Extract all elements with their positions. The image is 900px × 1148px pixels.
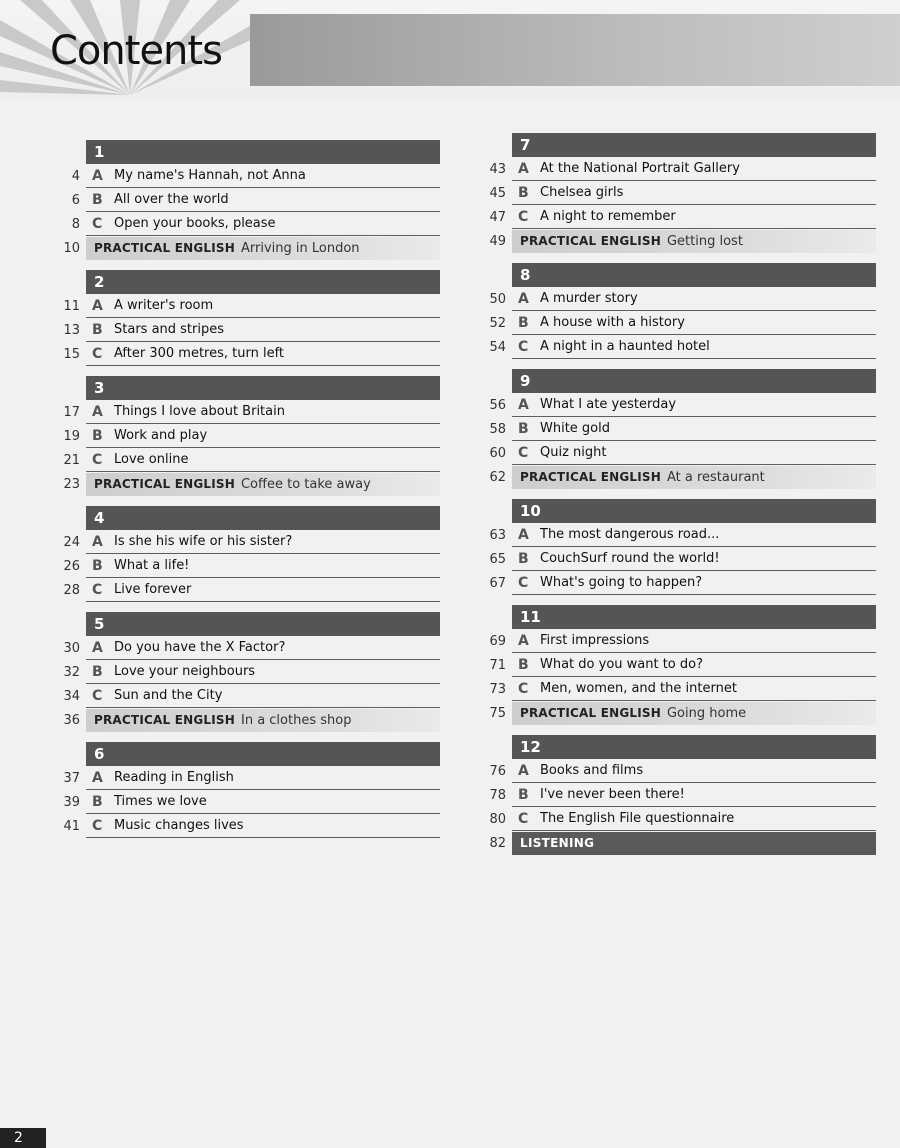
lesson-title: Chelsea girls [540,185,624,200]
lesson-title: Reading in English [114,770,234,785]
page-number-label: 54 [489,339,506,355]
lesson-letter: C [518,444,529,461]
lesson-title: Men, women, and the internet [540,681,737,696]
lesson-letter: A [92,533,103,550]
row-body [512,523,876,547]
row-body [86,164,440,188]
practical-english-row[interactable] [484,701,876,725]
row-body [512,157,876,181]
lesson-row[interactable] [484,523,876,547]
lesson-letter: B [518,420,529,437]
lesson-row[interactable] [484,335,876,359]
row-body [512,205,876,229]
page-number-label: 36 [63,712,80,728]
lesson-title: At the National Portrait Gallery [540,161,740,176]
row-body [86,684,440,708]
page-number-label: 62 [489,469,506,485]
page-number-label: 60 [489,445,506,461]
page-number-label: 28 [63,582,80,598]
lesson-row[interactable] [58,294,440,318]
row-body [512,759,876,783]
page-number-label: 19 [63,428,80,444]
row-body [512,417,876,441]
row-body [86,660,440,684]
lesson-row[interactable] [484,441,876,465]
lesson-row[interactable] [58,814,440,838]
lesson-title: What's going to happen? [540,575,703,590]
lesson-row[interactable] [58,530,440,554]
lesson-letter: C [92,215,103,232]
row-body [512,393,876,417]
lesson-row[interactable] [58,188,440,212]
lesson-title: Books and films [540,763,644,778]
page-number-label: 75 [489,705,506,721]
unit-number-header: 8 [512,263,876,287]
lesson-letter: C [92,817,103,834]
lesson-title: A house with a history [540,315,685,330]
row-body [86,424,440,448]
lesson-letter: B [518,314,529,331]
row-body [512,807,876,831]
page-number-label: 24 [63,534,80,550]
practical-english-row[interactable] [58,472,440,496]
lesson-title: I've never been there! [540,787,685,802]
page-number-label: 45 [489,185,506,201]
page-number-label: 47 [489,209,506,225]
practical-english-label: PRACTICAL ENGLISH [94,477,235,491]
unit-number-header: 1 [86,140,440,164]
lesson-letter: A [92,167,103,184]
page-number-label: 4 [71,168,80,184]
lesson-letter: B [92,793,103,810]
lesson-row[interactable] [58,554,440,578]
lesson-title: First impressions [540,633,650,648]
lesson-row[interactable] [58,400,440,424]
lesson-title: Things I love about Britain [114,404,285,419]
lesson-letter: A [518,160,529,177]
lesson-row[interactable] [484,205,876,229]
lesson-title: Open your books, please [114,216,276,231]
unit-number-header: 10 [512,499,876,523]
header-band [250,14,900,86]
unit-number-header: 5 [86,612,440,636]
lesson-title: Music changes lives [114,818,244,833]
practical-english-title: Getting lost [666,233,743,249]
row-body [512,677,876,701]
lesson-row[interactable] [484,287,876,311]
row-body [512,547,876,571]
practical-english-row[interactable] [58,236,440,260]
lesson-row[interactable] [58,636,440,660]
row-body [86,636,440,660]
lesson-letter: C [518,810,529,827]
lesson-title: Times we love [114,794,207,809]
practical-english-label: PRACTICAL ENGLISH [520,234,661,248]
lesson-title: Quiz night [540,445,607,460]
page-number-label: 6 [71,192,80,208]
lesson-row[interactable] [58,448,440,472]
lesson-title: My name's Hannah, not Anna [114,168,306,183]
unit-section [58,506,440,602]
row-body [86,294,440,318]
page-number-label: 17 [63,404,80,420]
unit-section [58,742,440,838]
lesson-letter: B [518,656,529,673]
row-body [512,335,876,359]
lesson-row[interactable] [484,417,876,441]
row-body [86,237,440,260]
practical-english-label: PRACTICAL ENGLISH [520,470,661,484]
practical-english-row[interactable] [484,465,876,489]
unit-section [484,499,876,595]
unit-section [484,263,876,359]
page-number-label: 49 [489,233,506,249]
lesson-letter: B [518,786,529,803]
lesson-title: What do you want to do? [540,657,704,672]
unit-number-header: 6 [86,742,440,766]
page-number-label: 32 [63,664,80,680]
page-number-label: 37 [63,770,80,786]
lesson-letter: C [518,680,529,697]
row-body [512,230,876,253]
page-number-label: 50 [489,291,506,307]
lesson-title: What a life! [114,558,190,573]
unit-section [58,270,440,366]
unit-number-header: 2 [86,270,440,294]
row-body [86,400,440,424]
practical-english-label: PRACTICAL ENGLISH [520,706,661,720]
lesson-title: Stars and stripes [114,322,225,337]
practical-english-row[interactable] [58,708,440,732]
lesson-row[interactable] [58,684,440,708]
lesson-row[interactable] [58,318,440,342]
page-number-label: 13 [63,322,80,338]
lesson-letter: A [92,769,103,786]
lesson-row[interactable] [58,766,440,790]
lesson-letter: C [518,338,529,355]
page-number-label: 41 [63,818,80,834]
unit-number-header: 12 [512,735,876,759]
lesson-title: A night to remember [540,209,676,224]
lesson-title: Love online [114,452,189,467]
page-number-label: 58 [489,421,506,437]
lesson-title: A murder story [540,291,638,306]
lesson-row[interactable] [58,342,440,366]
row-body [512,653,876,677]
unit-section [484,133,876,253]
lesson-letter: A [92,297,103,314]
lesson-row[interactable] [58,578,440,602]
lesson-letter: A [518,762,529,779]
lesson-letter: C [518,574,529,591]
unit-number-header: 7 [512,133,876,157]
page-number-label: 52 [489,315,506,331]
practical-english-title: Going home [666,705,747,721]
row-body [512,629,876,653]
row-body [86,530,440,554]
lesson-title: After 300 metres, turn left [114,346,285,361]
lesson-row[interactable] [58,212,440,236]
row-body [512,441,876,465]
row-body [86,473,440,496]
row-body [512,181,876,205]
lesson-row[interactable] [484,629,876,653]
lesson-letter: B [518,550,529,567]
page-number-label: 67 [489,575,506,591]
lesson-row[interactable] [484,157,876,181]
lesson-row[interactable] [484,677,876,701]
unit-section [484,735,876,855]
page-number-label: 69 [489,633,506,649]
lesson-letter: C [92,345,103,362]
unit-number-header: 9 [512,369,876,393]
lesson-letter: A [518,290,529,307]
page-number-label: 65 [489,551,506,567]
page-number-label: 30 [63,640,80,656]
lesson-title: Do you have the X Factor? [114,640,286,655]
page-number-label: 80 [489,811,506,827]
page-number-label: 15 [63,346,80,362]
page-header [0,0,900,100]
row-body [86,554,440,578]
contents-column-right [484,133,876,865]
lesson-title: Work and play [114,428,208,443]
lesson-letter: B [92,191,103,208]
lesson-row[interactable] [484,759,876,783]
page-number-label: 56 [489,397,506,413]
lesson-letter: A [518,632,529,649]
lesson-letter: B [518,184,529,201]
row-body [86,318,440,342]
lesson-title: Live forever [114,582,192,597]
lesson-row[interactable] [484,571,876,595]
lesson-title: A writer's room [114,298,214,313]
practical-english-title: Coffee to take away [240,476,371,492]
listening-label: LISTENING [520,836,595,850]
lesson-title: The English File questionnaire [540,811,735,826]
lesson-row[interactable] [484,181,876,205]
lesson-letter: A [518,396,529,413]
page-number-label: 82 [489,835,506,851]
lesson-letter: A [518,526,529,543]
row-body [86,790,440,814]
lesson-letter: C [92,687,103,704]
lesson-row[interactable] [484,547,876,571]
page-number-label: 73 [489,681,506,697]
lesson-title: Is she his wife or his sister? [114,534,293,549]
page-number-label: 23 [63,476,80,492]
row-body [512,287,876,311]
lesson-title: All over the world [114,192,229,207]
practical-english-title: In a clothes shop [240,712,352,728]
lesson-letter: C [518,208,529,225]
lesson-letter: C [92,581,103,598]
lesson-letter: B [92,557,103,574]
lesson-letter: B [92,321,103,338]
lesson-title: The most dangerous road... [540,527,720,542]
row-body [512,702,876,725]
listening-row[interactable] [484,831,876,855]
row-body [86,766,440,790]
row-body [512,783,876,807]
page-number-label: 8 [71,216,80,232]
page-number-label: 78 [489,787,506,803]
lesson-title: What I ate yesterday [540,397,677,412]
page-number-label: 76 [489,763,506,779]
lesson-title: White gold [540,421,611,436]
row-body [86,709,440,732]
unit-section [58,612,440,732]
unit-number-header: 11 [512,605,876,629]
unit-section [58,376,440,496]
lesson-title: Love your neighbours [114,664,256,679]
row-body [86,448,440,472]
page-number-label: 11 [63,298,80,314]
unit-number-header: 3 [86,376,440,400]
lesson-row[interactable] [484,393,876,417]
page-number-label: 63 [489,527,506,543]
page-number-label: 34 [63,688,80,704]
practical-english-label: PRACTICAL ENGLISH [94,241,235,255]
unit-section [484,369,876,489]
row-body [86,212,440,236]
page-number: 2 [0,1128,46,1148]
page-number-label: 10 [63,240,80,256]
page-number-label: 43 [489,161,506,177]
lesson-row[interactable] [484,783,876,807]
row-body [86,814,440,838]
row-body [86,342,440,366]
row-body [86,578,440,602]
lesson-letter: C [92,451,103,468]
lesson-row[interactable] [484,653,876,677]
practical-english-row[interactable] [484,229,876,253]
lesson-row[interactable] [58,660,440,684]
row-body [86,188,440,212]
lesson-row[interactable] [484,807,876,831]
lesson-row[interactable] [58,424,440,448]
lesson-row[interactable] [58,790,440,814]
row-body [512,571,876,595]
unit-number-header: 4 [86,506,440,530]
lesson-title: CouchSurf round the world! [540,551,720,566]
row-body [512,466,876,489]
page-number-label: 21 [63,452,80,468]
lesson-title: Sun and the City [114,688,223,703]
row-body [512,832,876,855]
lesson-letter: A [92,403,103,420]
unit-section [484,605,876,725]
practical-english-title: Arriving in London [240,240,360,256]
contents-column-left [58,140,440,848]
unit-section [58,140,440,260]
page-number-label: 26 [63,558,80,574]
lesson-row[interactable] [484,311,876,335]
lesson-letter: A [92,639,103,656]
page-number-label: 39 [63,794,80,810]
practical-english-label: PRACTICAL ENGLISH [94,713,235,727]
lesson-row[interactable] [58,164,440,188]
page-title: Contents [50,28,222,74]
lesson-letter: B [92,663,103,680]
lesson-title: A night in a haunted hotel [540,339,710,354]
row-body [512,311,876,335]
page-number-label: 71 [489,657,506,673]
practical-english-title: At a restaurant [666,469,765,485]
lesson-letter: B [92,427,103,444]
